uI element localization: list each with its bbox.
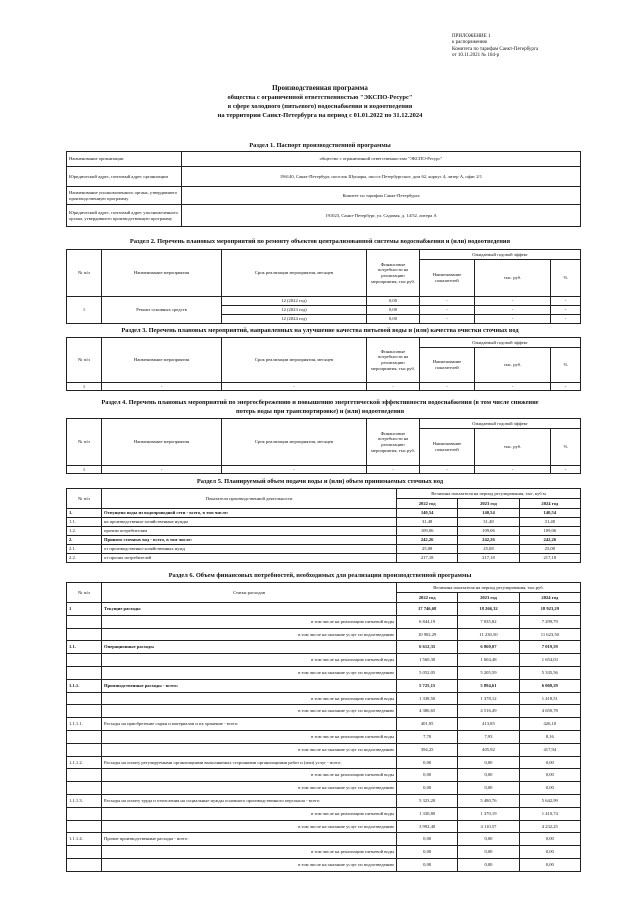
row-num: 1.1.1.4. <box>67 833 102 846</box>
row-label: в том числе на реализацию питьевой воды <box>102 846 397 859</box>
value-cell: 6 069,29 <box>519 679 580 692</box>
value-cell: 394,25 <box>397 743 458 756</box>
table-row <box>67 654 581 667</box>
table-row <box>67 705 581 718</box>
table-row <box>67 509 581 518</box>
value-cell: 1 604,48 <box>458 654 519 667</box>
value-cell: 0,00 <box>519 782 580 795</box>
col-header: тыс. руб. <box>475 348 551 383</box>
term-cell: 12 (2024 год) <box>222 315 367 324</box>
value-cell: 0,00 <box>397 769 458 782</box>
measure-name: - <box>102 466 222 474</box>
row-label: Производственные расходы - всего: <box>102 679 397 692</box>
value-cell: 217,18 <box>458 554 519 563</box>
row-num <box>67 743 102 756</box>
row-label: Принято сточных вод - всего, в том числе: <box>102 536 397 545</box>
section-3-title: Раздел 3. Перечень плановых мероприятий, направленных на улучшение качества питьевой воды и (или) качества очистки сточных вод <box>121 327 519 334</box>
appendix-line: к распоряжению <box>452 40 488 46</box>
col-header: № п/п <box>67 419 102 466</box>
volume-table <box>66 488 581 563</box>
value-cell: 5 323,20 <box>397 794 458 807</box>
value-cell: 0,00 <box>397 858 458 871</box>
value-cell: 0,00 <box>397 756 458 769</box>
col-header: Финансовые потребности на реализацию мероприятия, тыс.руб. <box>367 419 420 466</box>
row-label: Расходы на приобретение сырья и материалов и их хранение - всего: <box>102 718 397 731</box>
value-cell: 10 902,29 <box>397 628 458 641</box>
value-cell: 140,54 <box>519 509 580 518</box>
value-cell: 8,16 <box>519 730 580 743</box>
appendix-line: от 10.11.2021 № 184-р <box>452 52 500 58</box>
row-label: на производственно-хозяйственные нужды <box>102 518 397 527</box>
row-num: 1. <box>67 509 102 518</box>
col-header: № п/п <box>67 338 102 383</box>
value-cell: 217,18 <box>397 554 458 563</box>
row-label: в том числе на оказание услуг по водоотведению <box>102 820 397 833</box>
value-cell: 0,00 <box>458 769 519 782</box>
value-cell: 242,26 <box>397 536 458 545</box>
pct-cell: - <box>551 315 581 324</box>
row-num <box>67 666 102 679</box>
row-num: 2.2. <box>67 554 102 563</box>
value-cell: 4 232,25 <box>519 820 580 833</box>
value-cell: 1 418,51 <box>519 692 580 705</box>
table-row <box>67 782 581 795</box>
value-cell: 0,00 <box>458 833 519 846</box>
value-cell: 31,48 <box>458 518 519 527</box>
row-label: Расходы на оплату труда и отчисления на социальные нужды основного производственного персонала - всего: <box>102 794 397 807</box>
passport-row <box>67 152 581 167</box>
pct-cell: - <box>551 466 581 474</box>
row-num <box>67 692 102 705</box>
year-header: 2024 год <box>519 499 580 509</box>
value-cell: 6 612,35 <box>397 641 458 654</box>
table-row <box>67 527 581 536</box>
table-row <box>67 679 581 692</box>
row-num <box>67 858 102 871</box>
passport-row <box>67 167 581 187</box>
table-row <box>67 807 581 820</box>
header-row <box>67 419 581 429</box>
value-cell: 0,00 <box>519 769 580 782</box>
passport-row <box>67 205 581 227</box>
rub-cell: - <box>475 466 551 474</box>
col-header: № п/п <box>67 583 102 603</box>
value-cell: 5 205,59 <box>458 666 519 679</box>
col-header: Наименование мероприятия <box>102 419 222 466</box>
ind-cell: - <box>420 383 475 391</box>
row-num: 2. <box>67 536 102 545</box>
value-cell: 405,92 <box>458 743 519 756</box>
term-cell: - <box>222 383 367 391</box>
value-cell: 11 230,50 <box>458 628 519 641</box>
fin-cell: - <box>367 466 420 474</box>
table-row <box>67 545 581 554</box>
pct-cell: - <box>551 306 581 315</box>
row-num <box>67 807 102 820</box>
title-line: в сфере холодного (питьевого) водоснабжения и водоотведения <box>227 103 413 110</box>
value-cell: 18 266,32 <box>458 603 519 616</box>
value-cell: 417,94 <box>519 743 580 756</box>
repair-table <box>66 249 581 324</box>
row-label: в том числе на реализацию питьевой воды <box>102 654 397 667</box>
table-row <box>67 603 581 616</box>
col-header: Срок реализации мероприятия, месяцев <box>222 338 367 383</box>
header-row <box>67 338 581 348</box>
row-label: в том числе на оказание услуг по водоотведению <box>102 705 397 718</box>
value-cell: 0,00 <box>519 846 580 859</box>
col-header: Величина показателя на период регулирования, тыс. куб.м <box>397 489 581 499</box>
value-cell: 4 110,57 <box>458 820 519 833</box>
col-header: Статьи расходов <box>102 583 397 603</box>
rub-cell: - <box>475 297 551 306</box>
row-label: Расходы на оплату регулируемыми организациями выполняемых сторонними организациями работ и (или) услуг - всего: <box>102 756 397 769</box>
passport-label: Наименование организации <box>67 152 182 167</box>
row-label: в том числе на оказание услуг по водоотведению <box>102 628 397 641</box>
row-label: в том числе на оказание услуг по водоотведению <box>102 743 397 756</box>
table-row <box>67 518 581 527</box>
value-cell: 426,10 <box>519 718 580 731</box>
header-row <box>67 250 581 260</box>
value-cell: 140,54 <box>397 509 458 518</box>
year-header: 2022 год <box>397 499 458 509</box>
section-6-title: Раздел 6. Объем финансовых потребностей, необходимых для реализации производственной программы <box>168 572 472 579</box>
row-label: в том числе на реализацию питьевой воды <box>102 807 397 820</box>
value-cell: 4 516,49 <box>458 705 519 718</box>
passport-value: Комитет по тарифам Санкт-Петербурга <box>182 187 581 205</box>
col-header: Финансовые потребности на реализацию мероприятия, тыс.руб. <box>367 250 420 297</box>
table-row <box>67 692 581 705</box>
value-cell: 242,26 <box>458 536 519 545</box>
col-header: Наименование показателей <box>420 260 475 297</box>
table-row <box>67 756 581 769</box>
passport-row <box>67 187 581 205</box>
passport-value: 191023, Санкт-Петербург, ул. Садовая, д. 14/52, литера А <box>182 205 581 227</box>
row-num: 1.2. <box>67 527 102 536</box>
row-num: 1 <box>67 466 102 474</box>
row-label: Операционные расходы <box>102 641 397 654</box>
title-line: Производственная программа <box>272 84 368 92</box>
value-cell: 5 642,99 <box>519 794 580 807</box>
col-header: тыс. руб. <box>475 260 551 297</box>
col-header: Наименование мероприятия <box>102 250 222 297</box>
value-cell: 6 860,07 <box>458 641 519 654</box>
year-header: 2022 год <box>397 593 458 603</box>
value-cell: 0,00 <box>519 833 580 846</box>
table-row <box>67 730 581 743</box>
table-row <box>67 833 581 846</box>
value-cell: 3 992,40 <box>397 820 458 833</box>
value-cell: 31,48 <box>397 518 458 527</box>
row-label: Текущие расходы <box>102 603 397 616</box>
section-4-title-line: Раздел 4. Перечень плановых мероприятий по энергосбережению и повышению энергетической эффективности водоснабжения (в том числе снижение <box>101 399 539 406</box>
col-header: тыс. руб. <box>475 429 551 466</box>
pct-cell: - <box>551 297 581 306</box>
header-row <box>67 489 581 499</box>
rub-cell: - <box>475 306 551 315</box>
year-header: 2023 год <box>458 593 519 603</box>
col-header: Срок реализации мероприятия, месяцев <box>222 250 367 297</box>
row-num <box>67 654 102 667</box>
table-row <box>67 297 581 306</box>
passport-table <box>66 151 581 227</box>
value-cell: 6 844,19 <box>397 615 458 628</box>
value-cell: 0,00 <box>397 846 458 859</box>
row-num <box>67 782 102 795</box>
row-num: 1.1.1.2. <box>67 756 102 769</box>
row-num <box>67 820 102 833</box>
value-cell: 5 725,15 <box>397 679 458 692</box>
measure-name: - <box>102 383 222 391</box>
year-header: 2023 год <box>458 499 519 509</box>
value-cell: 1 370,19 <box>458 807 519 820</box>
row-num: 1 <box>67 383 102 391</box>
col-header: Наименование показателей <box>420 348 475 383</box>
value-cell: 0,00 <box>458 858 519 871</box>
row-label: в том числе на реализацию питьевой воды <box>102 730 397 743</box>
value-cell: 7 019,59 <box>519 641 580 654</box>
row-num: 1 <box>67 297 102 324</box>
passport-value: общество с ограниченной ответственностью "ЭКСПО-Ресурс" <box>182 152 581 167</box>
pct-cell: - <box>551 383 581 391</box>
value-cell: 17 746,68 <box>397 603 458 616</box>
fin-cell: - <box>367 383 420 391</box>
term-cell: 12 (2023 год) <box>222 306 367 315</box>
year-header: 2024 год <box>519 593 580 603</box>
section-4-title-line: потерь воды при транспортировке) и (или) водоотведения <box>235 408 405 415</box>
value-cell: 5 894,61 <box>458 679 519 692</box>
row-label: в том числе на оказание услуг по водоотведению <box>102 858 397 871</box>
section-5-title: Раздел 5. Планируемый объем подачи воды и (или) объем принимаемых сточных вод <box>196 478 444 485</box>
row-num: 1.1. <box>67 641 102 654</box>
table-row <box>67 794 581 807</box>
value-cell: 4 386,65 <box>397 705 458 718</box>
value-cell: 5 480,76 <box>458 794 519 807</box>
value-cell: 109,06 <box>458 527 519 536</box>
section-2-title: Раздел 2. Перечень плановых мероприятий по ремонту объектов централизованной системы водоснабжения и (или) водоотведения <box>129 238 511 245</box>
ind-cell: - <box>420 466 475 474</box>
row-label: в том числе на оказание услуг по водоотведению <box>102 782 397 795</box>
table-row <box>67 718 581 731</box>
header-row <box>67 583 581 593</box>
title-line: общества с ограниченной ответственностью "ЭКСПО-Ресурс" <box>227 94 413 101</box>
quality-table <box>66 337 581 391</box>
section-1-title: Раздел 1. Паспорт производственной программы <box>249 142 391 149</box>
title-line: на территории Санкт-Петербурга на период с 01.01.2022 по 31.12.2024 <box>217 112 423 119</box>
row-num: 1.1.1.3. <box>67 794 102 807</box>
table-row <box>67 466 581 474</box>
value-cell: 1 654,03 <box>519 654 580 667</box>
rub-cell: - <box>475 383 551 391</box>
value-cell: 140,54 <box>458 509 519 518</box>
fin-cell: 0,00 <box>367 315 420 324</box>
col-header: № п/п <box>67 250 102 297</box>
value-cell: 7 035,82 <box>458 615 519 628</box>
value-cell: 109,06 <box>519 527 580 536</box>
table-row <box>67 769 581 782</box>
row-num: 1 <box>67 603 102 616</box>
passport-value: 196140, Санкт-Петербург, поселок Шушары, шоссе Петербургское, дом 62, корпус 4, литер А, офис 2/1 <box>182 167 581 187</box>
table-row <box>67 846 581 859</box>
table-row <box>67 666 581 679</box>
value-cell: 5 052,05 <box>397 666 458 679</box>
appendix-line: ПРИЛОЖЕНИЕ 1 <box>452 34 491 39</box>
table-row <box>67 641 581 654</box>
row-label: в том числе на реализацию питьевой воды <box>102 692 397 705</box>
value-cell: 7 299,79 <box>519 615 580 628</box>
value-cell: 109,06 <box>397 527 458 536</box>
col-header: Показатели производственной деятельности <box>102 489 397 509</box>
col-header: Ожидаемый годовой эффект <box>420 419 581 429</box>
appendix-block <box>452 34 538 59</box>
table-row <box>67 536 581 545</box>
program-title <box>0 84 640 120</box>
value-cell: 18 923,29 <box>519 603 580 616</box>
value-cell: 0,00 <box>458 756 519 769</box>
row-num <box>67 628 102 641</box>
row-label: Прочие производственные расходы - всего: <box>102 833 397 846</box>
row-label: в том числе на оказание услуг по водоотведению <box>102 666 397 679</box>
value-cell: 1 560,30 <box>397 654 458 667</box>
value-cell: 217,18 <box>519 554 580 563</box>
value-cell: 0,00 <box>458 846 519 859</box>
table-row <box>67 554 581 563</box>
row-label: прочим потребителям <box>102 527 397 536</box>
table-row <box>67 743 581 756</box>
row-num <box>67 846 102 859</box>
value-cell: 413,85 <box>458 718 519 731</box>
value-cell: 0,00 <box>397 782 458 795</box>
row-num: 1.1.1. <box>67 679 102 692</box>
measure-name: Ремонт основных средств <box>102 297 222 324</box>
value-cell: 0,00 <box>519 858 580 871</box>
table-row <box>67 628 581 641</box>
col-header: Ожидаемый годовой эффект <box>420 250 581 260</box>
appendix-line: Комитета по тарифам Санкт-Петербурга <box>452 46 539 52</box>
value-cell: 242,26 <box>519 536 580 545</box>
row-label: от прочих потребителей <box>102 554 397 563</box>
fin-cell: 0,00 <box>367 297 420 306</box>
energy-table <box>66 418 581 474</box>
row-label: в том числе на реализацию питьевой воды <box>102 615 397 628</box>
ind-cell: - <box>420 306 475 315</box>
term-cell: - <box>222 466 367 474</box>
value-cell: 1 378,12 <box>458 692 519 705</box>
rub-cell: - <box>475 315 551 324</box>
table-row <box>67 858 581 871</box>
table-row <box>67 383 581 391</box>
value-cell: 25,08 <box>397 545 458 554</box>
row-num: 1.1.1.1. <box>67 718 102 731</box>
section-4-title <box>0 398 640 416</box>
col-header: № п/п <box>67 489 102 509</box>
value-cell: 11 623,50 <box>519 628 580 641</box>
value-cell: 1 338,50 <box>397 692 458 705</box>
ind-cell: - <box>420 297 475 306</box>
value-cell: 1 330,80 <box>397 807 458 820</box>
row-label: в том числе на реализацию питьевой воды <box>102 769 397 782</box>
col-header: Срок реализации мероприятия, месяцев <box>222 419 367 466</box>
col-header: % <box>551 429 581 466</box>
finance-table <box>66 582 581 872</box>
value-cell: 25,08 <box>458 545 519 554</box>
passport-label: Наименование уполномоченного органа, утвердившего производственную программу <box>67 187 182 205</box>
row-num: 1.1. <box>67 518 102 527</box>
table-row <box>67 820 581 833</box>
row-num <box>67 730 102 743</box>
row-label: от производственно-хозяйственных нужд <box>102 545 397 554</box>
table-row <box>67 615 581 628</box>
value-cell: 7,70 <box>397 730 458 743</box>
row-label: Отпущено воды из водопроводной сети - всего, в том числе: <box>102 509 397 518</box>
row-num <box>67 615 102 628</box>
col-header: % <box>551 260 581 297</box>
value-cell: 4 650,78 <box>519 705 580 718</box>
value-cell: 7,93 <box>458 730 519 743</box>
value-cell: 5 335,56 <box>519 666 580 679</box>
value-cell: 0,00 <box>458 782 519 795</box>
passport-label: Юридический адрес, почтовый адрес уполномоченного органа, утвердившего производственную программу <box>67 205 182 227</box>
row-num: 2.1. <box>67 545 102 554</box>
col-header: Наименование показателей <box>420 429 475 466</box>
passport-label: Юридический адрес, почтовый адрес организации <box>67 167 182 187</box>
col-header: Величина показателя на период регулирования, тыс.руб. <box>397 583 581 593</box>
col-header: Ожидаемый годовой эффект <box>420 338 581 348</box>
value-cell: 25,08 <box>519 545 580 554</box>
value-cell: 1 410,74 <box>519 807 580 820</box>
value-cell: 0,00 <box>397 833 458 846</box>
ind-cell: - <box>420 315 475 324</box>
fin-cell: 0,00 <box>367 306 420 315</box>
value-cell: 401,95 <box>397 718 458 731</box>
value-cell: 31,48 <box>519 518 580 527</box>
term-cell: 12 (2022 год) <box>222 297 367 306</box>
value-cell: 0,00 <box>519 756 580 769</box>
col-header: % <box>551 348 581 383</box>
row-num <box>67 769 102 782</box>
row-num <box>67 705 102 718</box>
col-header: Наименование мероприятия <box>102 338 222 383</box>
col-header: Финансовые потребности на реализацию мероприятия, тыс.руб. <box>367 338 420 383</box>
